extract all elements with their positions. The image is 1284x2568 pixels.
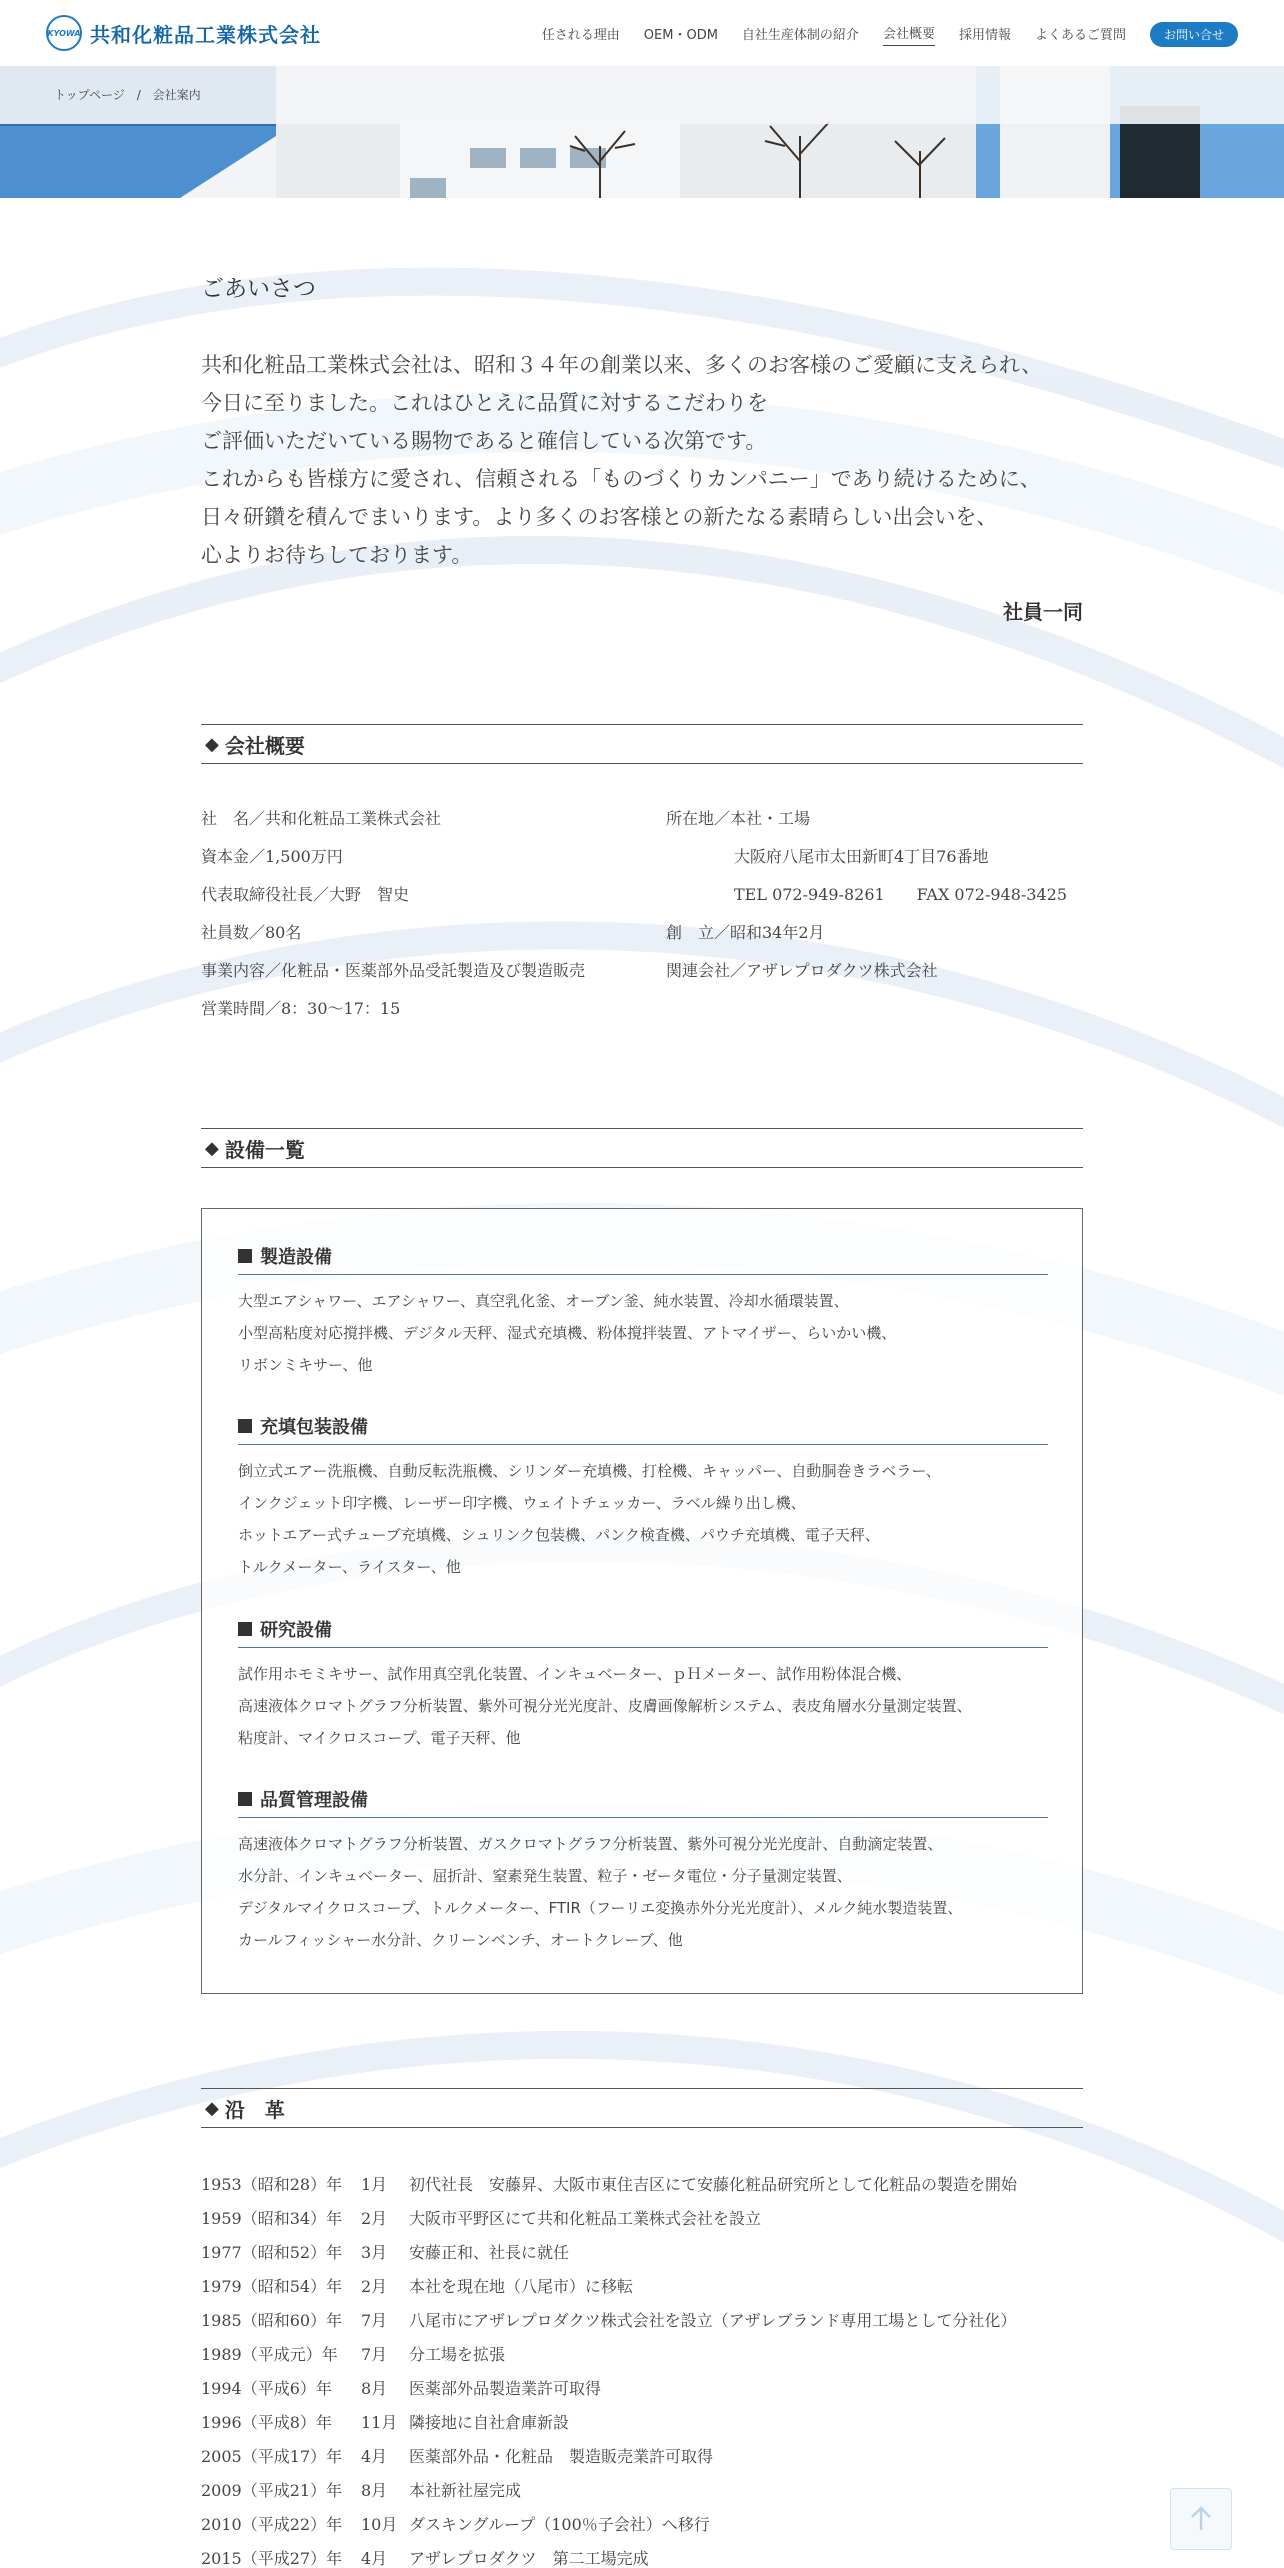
history-event: アザレプロダクツ 第二工場完成: [409, 2549, 649, 2568]
equipment-line: ホットエアー式チューブ充填機、シュリンク包装機、パンク検査機、パウチ充填機、電子天秤、: [238, 1526, 880, 1544]
equipment-line: 倒立式エアー洗瓶機、自動反転洗瓶機、シリンダー充填機、打栓機、キャッパー、自動胴巻きラベラー、: [238, 1462, 941, 1480]
breadcrumb-home[interactable]: トップページ: [54, 88, 125, 102]
history-row: [201, 2338, 1083, 2372]
history-row: [201, 2474, 1083, 2508]
history-year: 2009（平成21）年: [201, 2481, 343, 2500]
history-event: 本社新社屋完成: [409, 2481, 522, 2500]
square-icon: [238, 1419, 252, 1433]
history-month: 2月: [361, 2209, 388, 2228]
overview-left-column: [201, 800, 641, 1028]
history-year: 1989（平成元）年: [201, 2345, 338, 2364]
history-event: 初代社長 安藤昇、大阪市東住吉区にて安藤化粧品研究所として化粧品の製造を開始: [409, 2175, 1018, 2194]
nav-item-company[interactable]: 会社概要: [883, 23, 935, 46]
equipment-line: インクジェット印字機、レーザー印字機、ウェイトチェッカー、ラベル繰り出し機、: [238, 1494, 806, 1512]
greeting-signature: 社員一同: [1003, 600, 1083, 624]
nav-item-production[interactable]: 自社生産体制の紹介: [741, 27, 859, 43]
overview-name: 社 名／共和化粧品工業株式会社: [201, 809, 442, 828]
equipment-category-title: [238, 1243, 1048, 1275]
history-year: 1985（昭和60）年: [201, 2311, 343, 2330]
history-month: 3月: [361, 2243, 388, 2262]
greeting-line: 日々研鑽を積んでまいります。より多くのお客様との新たなる素晴らしい出会いを、: [201, 505, 998, 529]
equipment-line: 粘度計、マイクロスコープ、電子天秤、他: [238, 1729, 521, 1747]
history-event: 安藤正和、社長に就任: [409, 2243, 570, 2262]
nav-item-reasons[interactable]: 任される理由: [541, 27, 620, 43]
history-year: 2015（平成27）年: [201, 2549, 343, 2568]
history-row: [201, 2202, 1083, 2236]
breadcrumb-current: 会社案内: [152, 88, 201, 102]
history-event: 分工場を拡張: [409, 2345, 506, 2364]
history-list: [201, 2168, 1083, 2568]
history-row: [201, 2508, 1083, 2542]
history-year: 1959（昭和34）年: [201, 2209, 343, 2228]
history-month: 11月: [361, 2413, 398, 2432]
overview-title: 会社概要: [224, 733, 305, 758]
overview-president: 代表取締役社長／大野 智史: [201, 885, 410, 904]
history-year: 2005（平成17）年: [201, 2447, 343, 2466]
history-row: [201, 2542, 1083, 2568]
overview-heading: [201, 724, 1083, 764]
category-title-text: 製造設備: [260, 1247, 332, 1268]
overview-founded: 創 立／昭和34年2月: [666, 923, 825, 942]
history-year: 1977（昭和52）年: [201, 2243, 343, 2262]
overview-related: 関連会社／アザレプロダクツ株式会社: [666, 961, 938, 980]
history-event: ダスキングループ（100％子会社）へ移行: [409, 2515, 710, 2534]
equipment-category-title: [238, 1413, 1048, 1445]
equipment-line: 高速液体クロマトグラフ分析装置、ガスクロマトグラフ分析装置、紫外可視分光光度計、自動滴定装置、: [238, 1835, 943, 1853]
diamond-icon: ◆: [205, 733, 219, 755]
history-event: 医薬部外品・化粧品 製造販売業許可取得: [409, 2447, 714, 2466]
history-year: 2010（平成22）年: [201, 2515, 343, 2534]
history-row: [201, 2440, 1083, 2474]
equipment-category-quality: [238, 1786, 1048, 1956]
equipment-line: 大型エアシャワー、エアシャワー、真空乳化釜、オーブン釜、純水装置、冷却水循環装置、: [238, 1292, 849, 1310]
history-month: 10月: [361, 2515, 398, 2534]
history-row: [201, 2304, 1083, 2338]
history-year: 1994（平成6）年: [201, 2379, 332, 2398]
category-title-text: 研究設備: [260, 1620, 332, 1641]
history-row: [201, 2236, 1083, 2270]
equipment-line: カールフィッシャー水分計、クリーンベンチ、オートクレーブ、他: [238, 1931, 683, 1949]
equipment-heading: [201, 1128, 1083, 1168]
nav-item-recruit[interactable]: 採用情報: [958, 27, 1011, 43]
history-year: 1996（平成8）年: [201, 2413, 332, 2432]
equipment-line: 水分計、インキュベーター、屈折計、窒素発生装置、粒子・ゼータ電位・分子量測定装置、: [238, 1867, 852, 1885]
history-row: [201, 2372, 1083, 2406]
greeting-line: 心よりお待ちしております。: [201, 543, 473, 567]
nav-item-oem-odm[interactable]: OEM・ODM: [643, 27, 718, 43]
history-event: 医薬部外品製造業許可取得: [409, 2379, 602, 2398]
equipment-line: 小型高粘度対応撹拌機、デジタル天秤、湿式充填機、粉体撹拌装置、アトマイザー、らいかい機、: [238, 1324, 897, 1342]
greeting-line: 共和化粧品工業株式会社は、昭和３４年の創業以来、多くのお客様のご愛顧に支えられ、: [201, 353, 1043, 377]
history-row: [201, 2168, 1083, 2202]
category-title-text: 充填包装設備: [260, 1417, 368, 1438]
equipment-line: 高速液体クロマトグラフ分析装置、紫外可視分光光度計、皮膚画像解析システム、表皮角層水分量測定装置、: [238, 1697, 972, 1715]
category-title-text: 品質管理設備: [260, 1790, 368, 1811]
equipment-box: [201, 1208, 1083, 1994]
history-event: 大阪市平野区にて共和化粧品工業株式会社を設立: [409, 2209, 762, 2228]
company-name: 共和化粧品工業株式会社: [90, 22, 321, 47]
equipment-category-title: [238, 1786, 1048, 1818]
history-month: 7月: [361, 2311, 388, 2330]
back-to-top-button[interactable]: [1170, 2488, 1232, 2550]
square-icon: [238, 1249, 252, 1263]
hero-banner: [0, 66, 1284, 198]
history-title: 沿 革: [224, 2097, 285, 2122]
history-month: 8月: [361, 2379, 388, 2398]
breadcrumb-separator: /: [136, 88, 141, 102]
site-header: [0, 0, 1284, 66]
overview-tel-fax: TEL 072-949-8261 FAX 072-948-3425: [734, 885, 1068, 904]
greeting-body: [201, 346, 1083, 574]
overview-capital: 資本金／1,500万円: [201, 847, 343, 866]
diamond-icon: ◆: [205, 2097, 219, 2119]
square-icon: [238, 1792, 252, 1806]
history-month: 7月: [361, 2345, 388, 2364]
overview-right-column: [666, 800, 1086, 990]
equipment-line: デジタルマイクロスコープ、トルクメーター、FTIR（フーリエ変換赤外分光光度計）、メルク純水製造装置、: [238, 1899, 963, 1917]
square-icon: [238, 1622, 252, 1636]
equipment-list: [238, 1828, 1048, 1956]
equipment-category-filling: [238, 1413, 1048, 1583]
history-year: 1979（昭和54）年: [201, 2277, 343, 2296]
history-month: 1月: [361, 2175, 388, 2194]
equipment-category-research: [238, 1616, 1048, 1754]
history-heading: [201, 2088, 1083, 2128]
overview-employees: 社員数／80名: [201, 923, 302, 942]
history-month: 4月: [361, 2447, 388, 2466]
arrow-up-icon: [1186, 2504, 1216, 2534]
history-row: [201, 2270, 1083, 2304]
equipment-title: 設備一覧: [224, 1137, 305, 1162]
history-year: 1953（昭和28）年: [201, 2175, 343, 2194]
equipment-list: [238, 1658, 1048, 1754]
logo[interactable]: [46, 15, 321, 51]
equipment-line: トルクメーター、ライスター、他: [238, 1558, 461, 1576]
equipment-list: [238, 1455, 1048, 1583]
greeting-title: ごあいさつ: [201, 276, 316, 302]
contact-button[interactable]: お問い合せ: [1150, 22, 1238, 47]
greeting-line: 今日に至りました。これはひとえに品質に対するこだわりを: [201, 391, 768, 415]
history-month: 4月: [361, 2549, 388, 2568]
history-event: 本社を現在地（八尾市）に移転: [409, 2277, 634, 2296]
greeting-line: ご評価いただいている賜物であると確信している次第です。: [201, 429, 767, 453]
history-row: [201, 2406, 1083, 2440]
equipment-category-manufacturing: [238, 1243, 1048, 1381]
nav-item-faq[interactable]: よくあるご質問: [1034, 27, 1126, 43]
main-nav: [518, 22, 1238, 47]
history-month: 8月: [361, 2481, 388, 2500]
breadcrumb: [54, 86, 209, 103]
equipment-line: リボンミキサー、他: [238, 1356, 373, 1374]
equipment-category-title: [238, 1616, 1048, 1648]
overview-hours: 営業時間／8：30～17：15: [201, 999, 401, 1018]
logo-mark-icon: KYOWA: [46, 15, 82, 51]
equipment-line: 試作用ホモミキサー、試作用真空乳化装置、インキュベーター、ｐＨメーター、試作用粉体混合機、: [238, 1665, 912, 1683]
greeting-line: これからも皆様方に愛され、信頼される「ものづくりカンパニー」であり続けるために、: [201, 467, 1041, 491]
diamond-icon: ◆: [205, 1137, 219, 1159]
overview-business: 事業内容／化粧品・医薬部外品受託製造及び製造販売: [201, 961, 586, 980]
equipment-list: [238, 1285, 1048, 1381]
history-month: 2月: [361, 2277, 388, 2296]
overview-address: 大阪府八尾市太田新町4丁目76番地: [734, 847, 989, 866]
history-event: 八尾市にアザレプロダクツ株式会社を設立（アザレブランド専用工場として分社化）: [409, 2311, 1017, 2330]
history-event: 隣接地に自社倉庫新設: [409, 2413, 570, 2432]
overview-location-label: 所在地／本社・工場: [666, 809, 811, 828]
